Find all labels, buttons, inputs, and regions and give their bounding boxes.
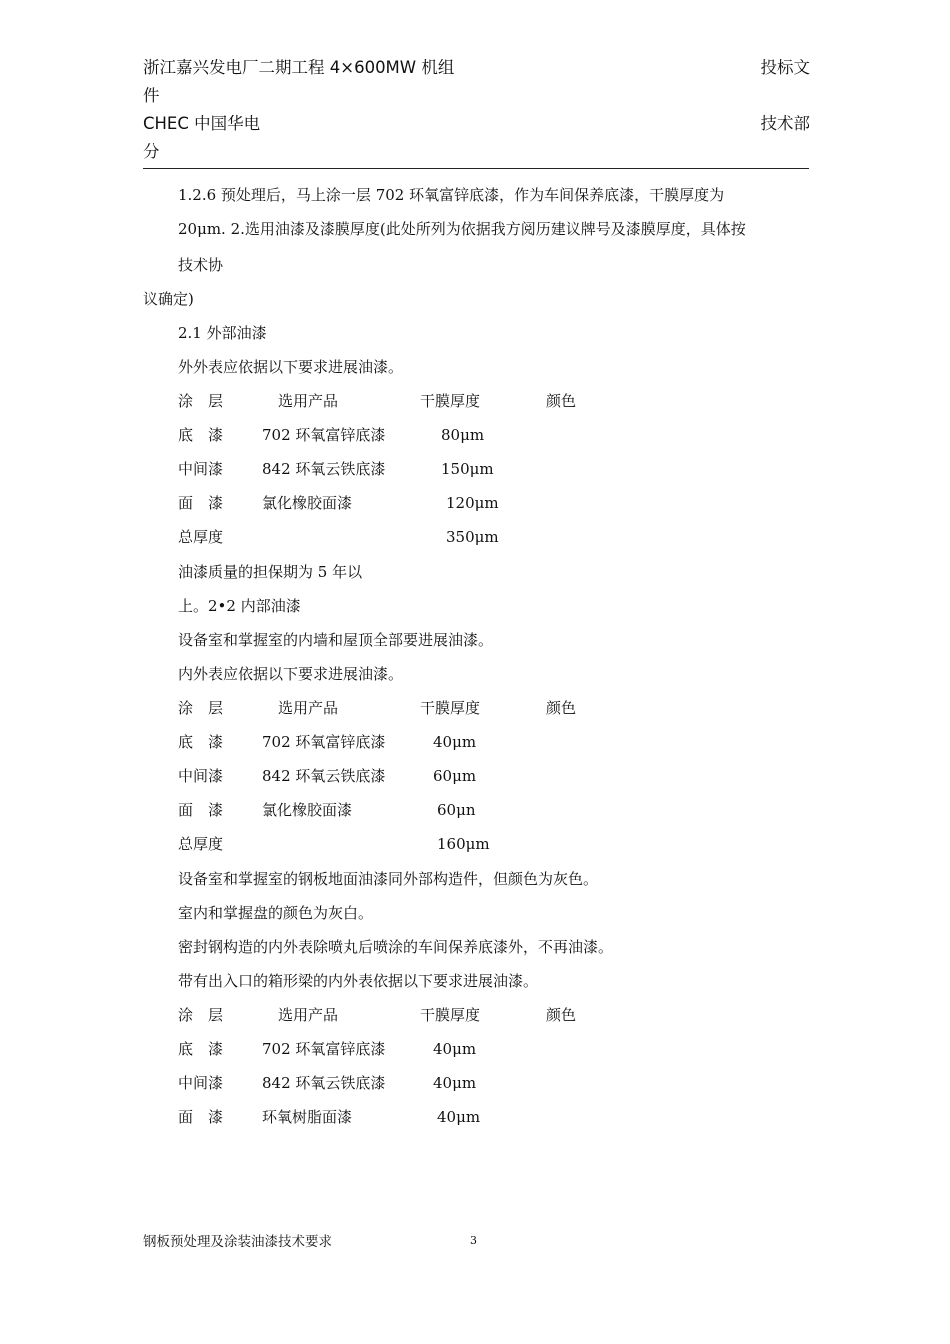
table-cell: 底 漆 xyxy=(178,733,224,751)
table-cell: 环氧树脂面漆 xyxy=(262,1108,353,1126)
table-cell: 氯化橡胶面漆 xyxy=(262,801,353,819)
table-cell: 面 漆 xyxy=(178,801,224,819)
paragraph-line: 设备室和掌握室的钢板地面油漆同外部构造件，但颜色为灰色。 xyxy=(178,870,599,888)
table-cell: 150μm xyxy=(441,460,494,478)
paragraph-line: 上。2•2 内部油漆 xyxy=(178,597,301,615)
table-cell: 总厚度 xyxy=(178,835,224,853)
paragraph-line: 技术协 xyxy=(178,256,224,274)
table-header-cell: 颜色 xyxy=(546,699,577,717)
table-header-cell: 选用产品 xyxy=(278,392,339,410)
table-header-cell: 颜色 xyxy=(546,1006,577,1024)
header-right-line xyxy=(740,82,810,110)
table-header-cell: 干膜厚度 xyxy=(420,392,481,410)
table-cell: 面 漆 xyxy=(178,494,224,512)
table-cell: 60μn xyxy=(437,801,476,819)
page-number: 3 xyxy=(470,1234,477,1247)
table-cell: 总厚度 xyxy=(178,528,224,546)
table-cell: 842 环氧云铁底漆 xyxy=(262,1074,386,1092)
table-cell: 842 环氧云铁底漆 xyxy=(262,460,386,478)
paragraph-line: 20μm. 2.选用油漆及漆膜厚度(此处所列为依据我方阅历建议牌号及漆膜厚度，具体按 xyxy=(178,220,746,238)
table-header-cell: 涂 层 xyxy=(178,392,224,410)
table-header-cell: 涂 层 xyxy=(178,699,224,717)
paragraph-line: 室内和掌握盘的颜色为灰白。 xyxy=(178,904,374,922)
section-heading: 2.1 外部油漆 xyxy=(178,324,267,342)
header-right-line: 技术部 xyxy=(760,114,810,133)
paragraph-line: 内外表应依据以下要求进展油漆。 xyxy=(178,665,404,683)
paragraph-line: 设备室和掌握室的内墙和屋顶全部要进展油漆。 xyxy=(178,631,494,649)
table-cell: 40μm xyxy=(433,1040,477,1058)
table-cell: 底 漆 xyxy=(178,1040,224,1058)
paragraph-line: 密封钢构造的内外表除喷丸后喷涂的车间保养底漆外，不再油漆。 xyxy=(178,938,614,956)
table-cell: 底 漆 xyxy=(178,426,224,444)
paragraph-line: 1.2.6 预处理后，马上涂一层 702 环氧富锌底漆，作为车间保养底漆，干膜厚度为 xyxy=(178,186,725,204)
table-cell: 80μm xyxy=(441,426,485,444)
header-left-line: 分 xyxy=(143,142,160,161)
table-cell: 350μm xyxy=(446,528,499,546)
header-right xyxy=(740,54,810,166)
table-cell: 60μm xyxy=(433,767,477,785)
paragraph-line: 油漆质量的担保期为 5 年以 xyxy=(178,563,363,581)
table-cell: 中间漆 xyxy=(178,767,224,785)
paragraph-line: 外外表应依据以下要求进展油漆。 xyxy=(178,358,404,376)
table-header-cell: 选用产品 xyxy=(278,1006,339,1024)
table-cell: 氯化橡胶面漆 xyxy=(262,494,353,512)
header-left-line: 浙江嘉兴发电厂二期工程 4×600MW 机组 xyxy=(143,58,455,77)
table-cell: 40μm xyxy=(437,1108,481,1126)
paragraph-line: 议确定) xyxy=(143,290,194,308)
table-cell: 中间漆 xyxy=(178,460,224,478)
header-right-line: 投标文 xyxy=(760,58,810,77)
table-header-cell: 涂 层 xyxy=(178,1006,224,1024)
footer-title: 钢板预处理及涂装油漆技术要求 xyxy=(143,1234,332,1250)
header-right-line xyxy=(740,138,810,166)
paragraph-line: 带有出入口的箱形梁的内外表依据以下要求进展油漆。 xyxy=(178,972,539,990)
table-header-cell: 选用产品 xyxy=(278,699,339,717)
table-cell: 842 环氧云铁底漆 xyxy=(262,767,386,785)
header-left xyxy=(143,54,473,166)
table-cell: 40μm xyxy=(433,1074,477,1092)
header-left-line: CHEC 中国华电 xyxy=(143,114,261,133)
table-cell: 702 环氧富锌底漆 xyxy=(262,426,386,444)
table-cell: 面 漆 xyxy=(178,1108,224,1126)
table-cell: 702 环氧富锌底漆 xyxy=(262,733,386,751)
table-cell: 40μm xyxy=(433,733,477,751)
table-header-cell: 干膜厚度 xyxy=(420,699,481,717)
table-cell: 120μm xyxy=(446,494,499,512)
header-left-line: 件 xyxy=(143,86,160,105)
table-cell: 702 环氧富锌底漆 xyxy=(262,1040,386,1058)
header-divider xyxy=(143,168,809,169)
table-header-cell: 干膜厚度 xyxy=(420,1006,481,1024)
table-cell: 中间漆 xyxy=(178,1074,224,1092)
table-cell: 160μm xyxy=(437,835,490,853)
table-header-cell: 颜色 xyxy=(546,392,577,410)
